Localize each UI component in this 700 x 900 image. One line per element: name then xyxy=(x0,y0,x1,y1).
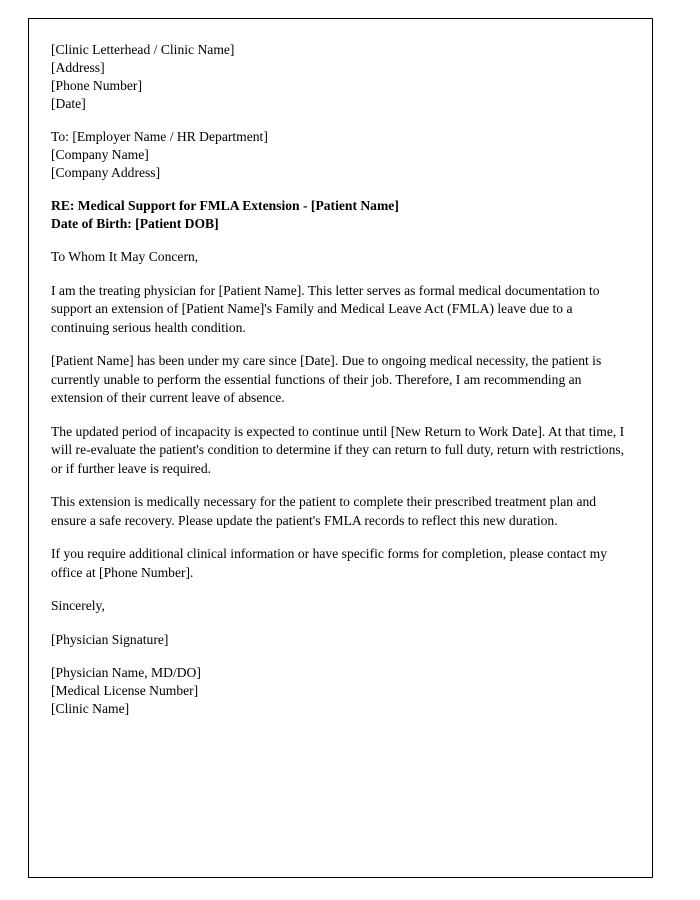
signature-block xyxy=(51,664,630,718)
clinic-letterhead-line: [Clinic Letterhead / Clinic Name] xyxy=(51,42,235,57)
clinic-address-line: [Address] xyxy=(51,60,105,75)
body-paragraph-5: If you require additional clinical information or have specific forms for completion, please contact my office at [Phone Number]. xyxy=(51,546,608,580)
recipient-block xyxy=(51,128,630,182)
clinic-name-line: [Clinic Name] xyxy=(51,701,130,716)
signature-placeholder-line: [Physician Signature] xyxy=(51,631,169,647)
physician-name-line: [Physician Name, MD/DO] xyxy=(51,665,201,680)
body-paragraph-3: The updated period of incapacity is expected to continue until [New Return to Work Date]. At that time, I will re-evaluate the patient's condition to determine if they can return to full duty, return with restrictions, or if further leave is required. xyxy=(51,423,625,476)
letterhead-block xyxy=(51,41,630,113)
medical-license-line: [Medical License Number] xyxy=(51,683,199,698)
body-paragraph-2: [Patient Name] has been under my care since [Date]. Due to ongoing medical necessity, the patient is currently unable to perform the essential functions of their job. Therefore, I am recommending an extension of their current leave of absence. xyxy=(51,353,602,405)
subject-re-line: RE: Medical Support for FMLA Extension - [Patient Name] xyxy=(51,198,399,213)
letter-page xyxy=(28,18,653,878)
subject-dob-line: Date of Birth: [Patient DOB] xyxy=(51,216,219,231)
recipient-company-line: [Company Name] xyxy=(51,147,149,162)
recipient-to-line: To: [Employer Name / HR Department] xyxy=(51,129,268,144)
closing-line: Sincerely, xyxy=(51,598,105,613)
body-paragraph-4: This extension is medically necessary for the patient to complete their prescribed treatment plan and ensure a safe recovery. Please update the patient's FMLA records to reflect this new duration. xyxy=(51,494,597,528)
letter-date-line: [Date] xyxy=(51,96,86,111)
recipient-company-address-line: [Company Address] xyxy=(51,165,161,180)
body-paragraph-1: I am the treating physician for [Patient Name]. This letter serves as formal medical documentation to support an extension of [Patient Name]'s Family and Medical Leave Act (FMLA) leave due to a continuing serious health condition. xyxy=(51,282,600,335)
salutation-line: To Whom It May Concern, xyxy=(51,249,199,264)
subject-block xyxy=(51,197,630,233)
clinic-phone-line: [Phone Number] xyxy=(51,78,142,93)
